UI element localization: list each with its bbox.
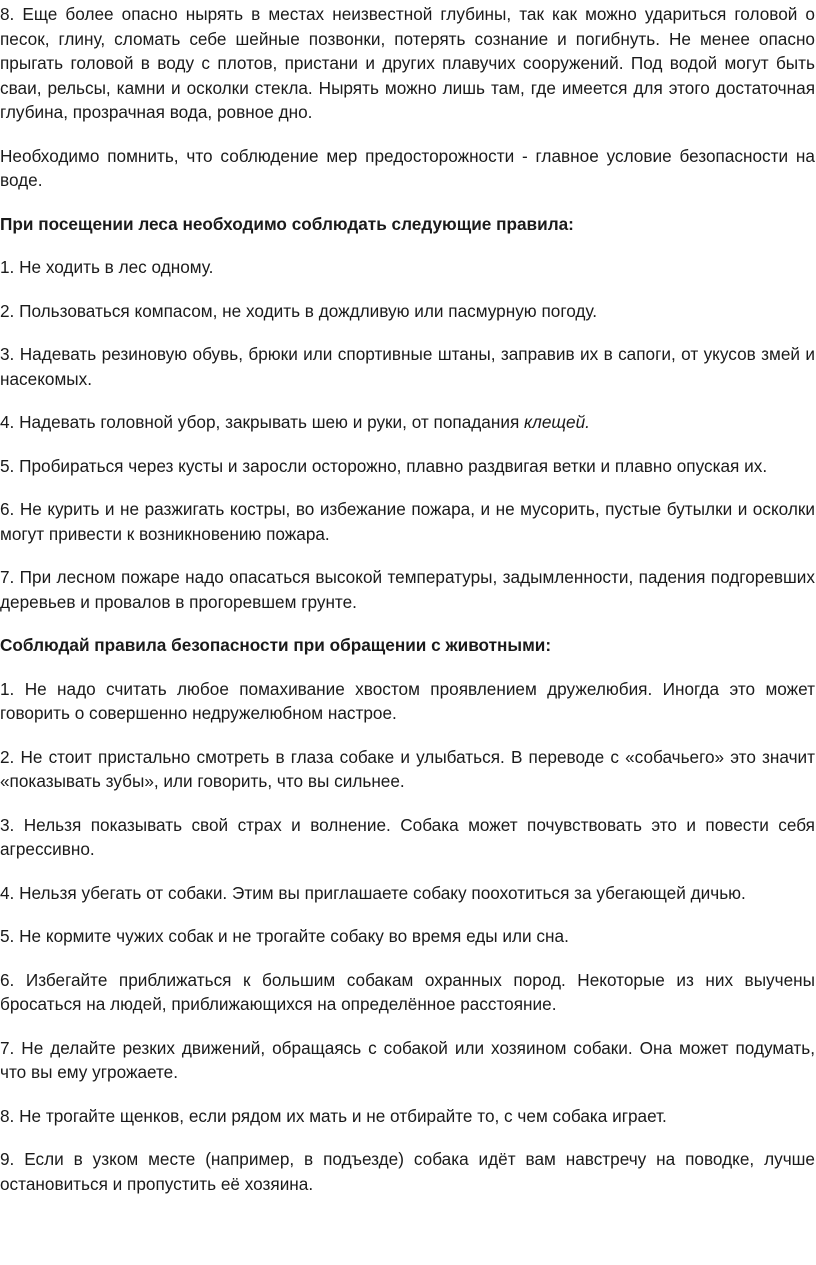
animal-rule-9: 9. Если в узком месте (например, в подъезде) собака идёт вам навстречу на поводке, лучше остановиться и пропустить её хозяина. bbox=[0, 1149, 815, 1194]
safety-reminder-paragraph: Необходимо помнить, что соблюдение мер предосторожности - главное условие безопасности на воде. bbox=[0, 145, 815, 190]
animal-rule-2: 2. Не стоит пристально смотреть в глаза собаке и улыбаться. В переводе с «собачьего» это значит «показывать зубы», или говорить, что вы сильнее. bbox=[0, 746, 815, 791]
forest-rule-1: 1. Не ходить в лес одному. bbox=[0, 257, 214, 277]
document-page bbox=[0, 2, 816, 1265]
animal-rule-7: 7. Не делайте резких движений, обращаясь с собакой или хозяином собаки. Она может подумать, что вы ему угрожаете. bbox=[0, 1037, 815, 1082]
animal-rules-heading: Соблюдай правила безопасности при обращении с животными: bbox=[0, 635, 552, 655]
forest-rule-3: 3. Надевать резиновую обувь, брюки или спортивные штаны, заправив их в сапоги, от укусов змей и насекомых. bbox=[0, 344, 815, 389]
animal-rule-1: 1. Не надо считать любое помахивание хвостом проявлением дружелюбия. Иногда это может говорить о совершенно недружелюбном настрое. bbox=[0, 678, 815, 723]
animal-rule-6: 6. Избегайте приближаться к большим собакам охранных пород. Некоторые из них выучены бросаться на людей, приближающихся на определённое расстояние. bbox=[0, 969, 815, 1014]
forest-rule-4-italic: клещей. bbox=[524, 412, 590, 432]
forest-rule-2: 2. Пользоваться компасом, не ходить в дождливую или пасмурную погоду. bbox=[0, 300, 598, 321]
animal-rule-3: 3. Нельзя показывать свой страх и волнение. Собака может почувствовать это и повести себя агрессивно. bbox=[0, 814, 815, 859]
forest-rule-4-text: 4. Надевать головной убор, закрывать шею и руки, от попадания bbox=[0, 412, 525, 432]
forest-rules-heading: При посещении леса необходимо соблюдать следующие правила: bbox=[0, 213, 574, 234]
forest-rule-6: 6. Не курить и не разжигать костры, во избежание пожара, и не мусорить, пустые бутылки и осколки могут привести к возникновению пожара. bbox=[0, 499, 815, 544]
diving-rule-paragraph: 8. Еще более опасно нырять в местах неизвестной глубины, так как можно удариться головой о песок, глину, сломать себе шейные позвонки, потерять сознание и погибнуть. Не менее опасно прыгать головой в воду с плотов, пристани и других плавучих сооружений. Под водой могут быть сваи, рельсы, камни и осколки стекла. Нырять можно лишь там, где имеется для этого достаточная глубина, прозрачная вода, ровное дно. bbox=[0, 4, 815, 122]
animal-rule-4: 4. Нельзя убегать от собаки. Этим вы приглашаете собаку поохотиться за убегающей дичью. bbox=[0, 882, 746, 903]
forest-rule-4 bbox=[0, 410, 815, 435]
animal-rule-8: 8. Не трогайте щенков, если рядом их мать и не отбирайте то, с чем собака играет. bbox=[0, 1105, 667, 1126]
animal-rule-5: 5. Не кормите чужих собак и не трогайте собаку во время еды или сна. bbox=[0, 926, 569, 946]
forest-rule-7: 7. При лесном пожаре надо опасаться высокой температуры, задымленности, падения подгоревших деревьев и провалов в прогоревшем грунте. bbox=[0, 567, 815, 612]
forest-rule-5: 5. Пробираться через кусты и заросли осторожно, плавно раздвигая ветки и плавно опуская их. bbox=[0, 455, 768, 476]
